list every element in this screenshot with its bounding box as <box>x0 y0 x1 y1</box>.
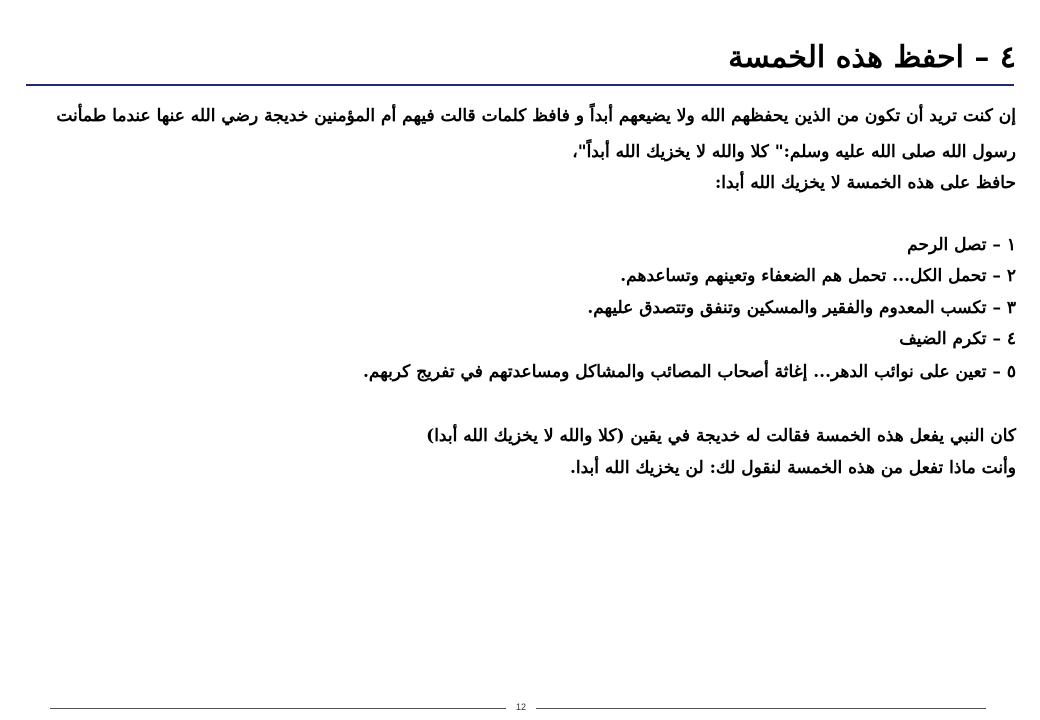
list-item: ١ – تصل الرحم <box>907 235 1016 255</box>
closing-line-2: وأنت ماذا تفعل من هذه الخمسة لنقول لك: لن يخزيك الله أبدا. <box>569 458 1016 478</box>
title-divider <box>26 84 1014 86</box>
intro-line-2: رسول الله صلى الله عليه وسلم:" كلا والله لا يخزيك الله أبداً"، <box>572 142 1016 162</box>
intro-line-3: حافظ على هذه الخمسة لا يخزيك الله أبدا: <box>715 173 1016 193</box>
list-item: ٥ – تعين على نوائب الدهر... إغاثة أصحاب المصائب والمشاكل ومساعدتهم في تفريج كربهم. <box>363 362 1016 382</box>
list-item: ٣ – تكسب المعدوم والفقير والمسكين وتنفق وتتصدق عليهم. <box>587 298 1016 318</box>
page-title: ٤ – احفظ هذه الخمسة <box>728 40 1016 75</box>
intro-line-1: إن كنت تريد أن تكون من الذين يحفظهم الله ولا يضيعهم أبداً و فافظ كلمات قالت فيهم أم المؤمنين خديجة رضي الله عنها عندما طمأنت <box>56 106 1016 126</box>
footer-rule-right <box>536 708 986 709</box>
closing-line-1: كان النبي يفعل هذه الخمسة فقالت له خديجة في يقين (كلا والله لا يخزيك الله أبدا) <box>426 426 1016 446</box>
list-item: ٤ – تكرم الضيف <box>899 329 1016 349</box>
page-number: 12 <box>515 702 526 712</box>
list-item: ٢ – تحمل الكل... تحمل هم الضعفاء وتعينهم وتساعدهم. <box>620 266 1016 286</box>
footer-rule-left <box>50 708 506 709</box>
